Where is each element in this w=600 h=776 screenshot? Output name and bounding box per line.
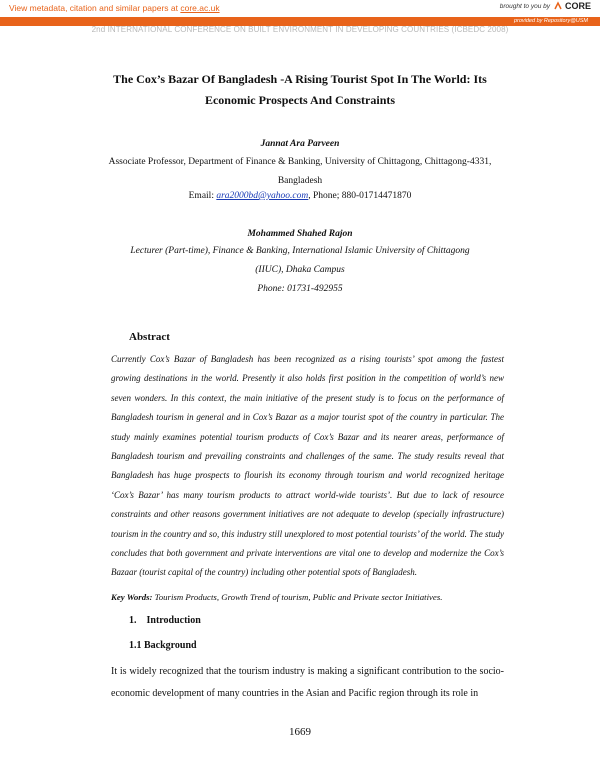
email-link[interactable]: ara2000bd@yahoo.com (216, 191, 309, 201)
author-2-phone: Phone: 01731-492955 (257, 284, 343, 294)
core-logo-icon (553, 1, 563, 11)
email-prefix: Email: (188, 191, 217, 201)
metadata-notice (9, 3, 220, 13)
provided-by[interactable]: provided by Repository@USM (513, 18, 588, 24)
core-banner (0, 0, 600, 16)
metadata-text: View metadata, citation and similar papers at (9, 3, 181, 13)
author-2-affil-line-2: (IIUC), Dhaka Campus (255, 265, 345, 275)
keywords (111, 592, 511, 602)
author-1-affil-line-1: Associate Professor, Department of Finance & Banking, University of Chittagong, Chittagong-4331, (108, 157, 492, 167)
core-link[interactable]: core.ac.uk (180, 3, 220, 13)
keywords-text: Tourism Products, Growth Trend of tourism, Public and Private sector Initiatives. (152, 592, 443, 602)
author-1-affiliation (80, 153, 520, 191)
core-logo (553, 1, 591, 11)
core-label: CORE (564, 1, 591, 11)
body-paragraph: It is widely recognized that the tourism industry is making a significant contribution to the socio-economic development of many countries in the Asian and Pacific region through its role in (111, 666, 504, 699)
author-1-name: Jannat Ara Parveen (260, 139, 340, 149)
abstract-text: Currently Cox’s Bazar of Bangladesh has been recognized as a rising tourists’ spot among the fastest growing destinations in the world. Presently it also holds first position in the competition of world’s new seven wonders. In this context, the main initiative of the present study is to focus on the performance of Bangladesh tourism in general and in Cox’s Bazar as a major tourist spot of the country in particular. The study mainly examines potential tourism products of Cox’s Bazar and its nearer areas, performance of Bangladesh tourism and prevailing constraints and challenges of the same. The study results reveal that Bangladesh has huge prospects to flourish its economy through tourism and world recognized heritage ‘Cox’s Bazar’ has many tourism products to attract world-wide tourists’. But due to lack of resource constraints and other reasons government initiatives are not adequate to develop (specially infrastructure) tourism in the country and so, this industry still unexplored to most potential tourists’ of the world. The study concludes that both government and private interventions are vital one to develop and modernize the Cox’s Bazaar (tourist capital of the country) including other potential spots of Bangladesh. (111, 354, 504, 578)
author-1-contact (80, 187, 520, 206)
keywords-label: Key Words: (111, 592, 153, 602)
author-2-affil-line-1: Lecturer (Part-time), Finance & Banking, International Islamic University of Chittagong (130, 246, 470, 256)
phone-1: , Phone; 880-01714471870 (308, 191, 412, 201)
abstract-heading: Abstract (129, 331, 170, 343)
section-heading-introduction: 1. Introduction (129, 615, 201, 626)
subsection-heading-background: 1.1 Background (129, 640, 197, 651)
paper-title (100, 69, 500, 111)
author-2-name: Mohammed Shahed Rajon (247, 229, 353, 239)
conference-header: 2nd INTERNATIONAL CONFERENCE ON BUILT ENVIRONMENT IN DEVELOPING COUNTRIES (ICBEDC 2008) (91, 25, 509, 34)
title-line-2: Economic Prospects And Constraints (204, 93, 396, 107)
brought-by-text: brought to you by (499, 2, 550, 10)
author-1-affil-line-2: Bangladesh (277, 176, 323, 186)
title-line-1: The Cox’s Bazar Of Bangladesh -A Rising Tourist Spot In The World: Its (113, 72, 487, 86)
author-2-affiliation (100, 242, 500, 299)
brought-by[interactable] (500, 1, 591, 11)
page-number: 1669 (289, 726, 311, 738)
